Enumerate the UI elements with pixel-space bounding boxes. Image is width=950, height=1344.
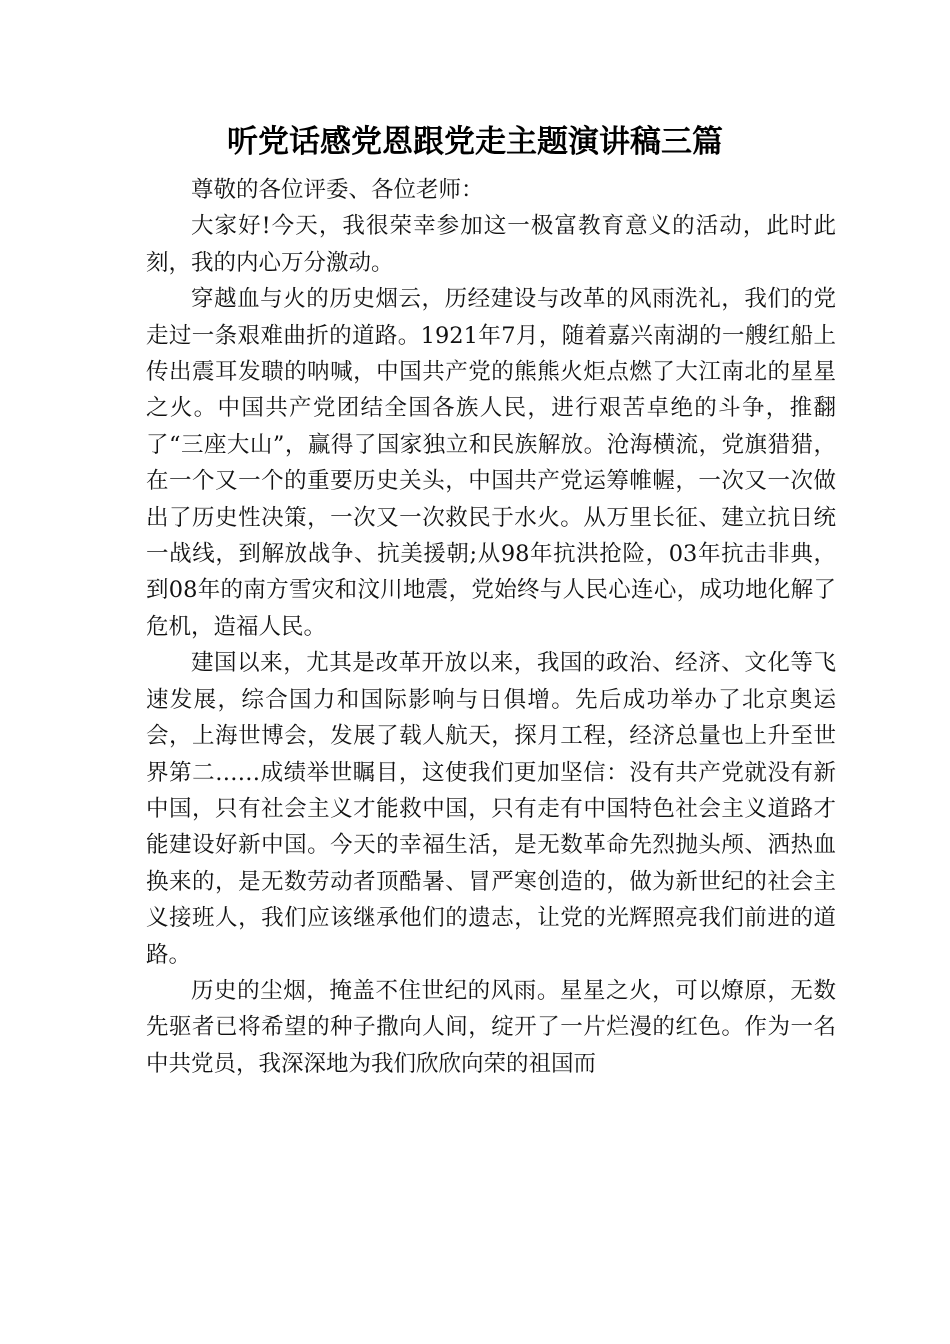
closing-paragraph: 历史的尘烟，掩盖不住世纪的风雨。星星之火，可以燎原，无数先驱者已将希望的种子撒向人间，绽开了一片烂漫的红色。作为一名中共党员，我深深地为我们欣欣向荣的祖国而 bbox=[146, 977, 836, 1077]
document-body bbox=[146, 172, 836, 1082]
history-paragraph: 穿越血与火的历史烟云，历经建设与改革的风雨洗礼，我们的党走过一条艰难曲折的道路。1921年7月，随着嘉兴南湖的一艘红船上传出震耳发聩的呐喊，中国共产党的熊熊火炬点燃了大江南北的星星之火。中国共产党团结全国各族人民，进行艰苦卓绝的斗争，推翻了“三座大山”，赢得了国家独立和民族解放。沧海横流，党旗猎猎，在一个又一个的重要历史关头，中国共产党运筹帷幄，一次又一次做出了历史性决策，一次又一次救民于水火。从万里长征、建立抗日统一战线，到解放战争、抗美援朝;从98年抗洪抢险，03年抗击非典，到08年的南方雪灾和汶川地震，党始终与人民心连心，成功地化解了危机，造福人民。 bbox=[146, 286, 836, 640]
salutation-paragraph: 尊敬的各位评委、各位老师： bbox=[191, 177, 484, 203]
document-title: 听党话感党恩跟党走主题演讲稿三篇 bbox=[227, 124, 723, 160]
achievements-paragraph: 建国以来，尤其是改革开放以来，我国的政治、经济、文化等飞速发展，综合国力和国际影响与日俱增。先后成功举办了北京奥运会，上海世博会，发展了载人航天，探月工程，经济总量也上升至世界第二……成绩举世瞩目，这使我们更加坚信：没有共产党就没有新中国，只有社会主义才能救中国，只有走有中国特色社会主义道路才能建设好新中国。今天的幸福生活，是无数革命先烈抛头颅、洒热血换来的，是无数劳动者顶酷暑、冒严寒创造的，做为新世纪的社会主义接班人，我们应该继承他们的遗志，让党的光辉照亮我们前进的道路。 bbox=[146, 650, 836, 968]
greeting-paragraph: 大家好!今天，我很荣幸参加这一极富教育意义的活动，此时此刻，我的内心万分激动。 bbox=[146, 213, 836, 276]
